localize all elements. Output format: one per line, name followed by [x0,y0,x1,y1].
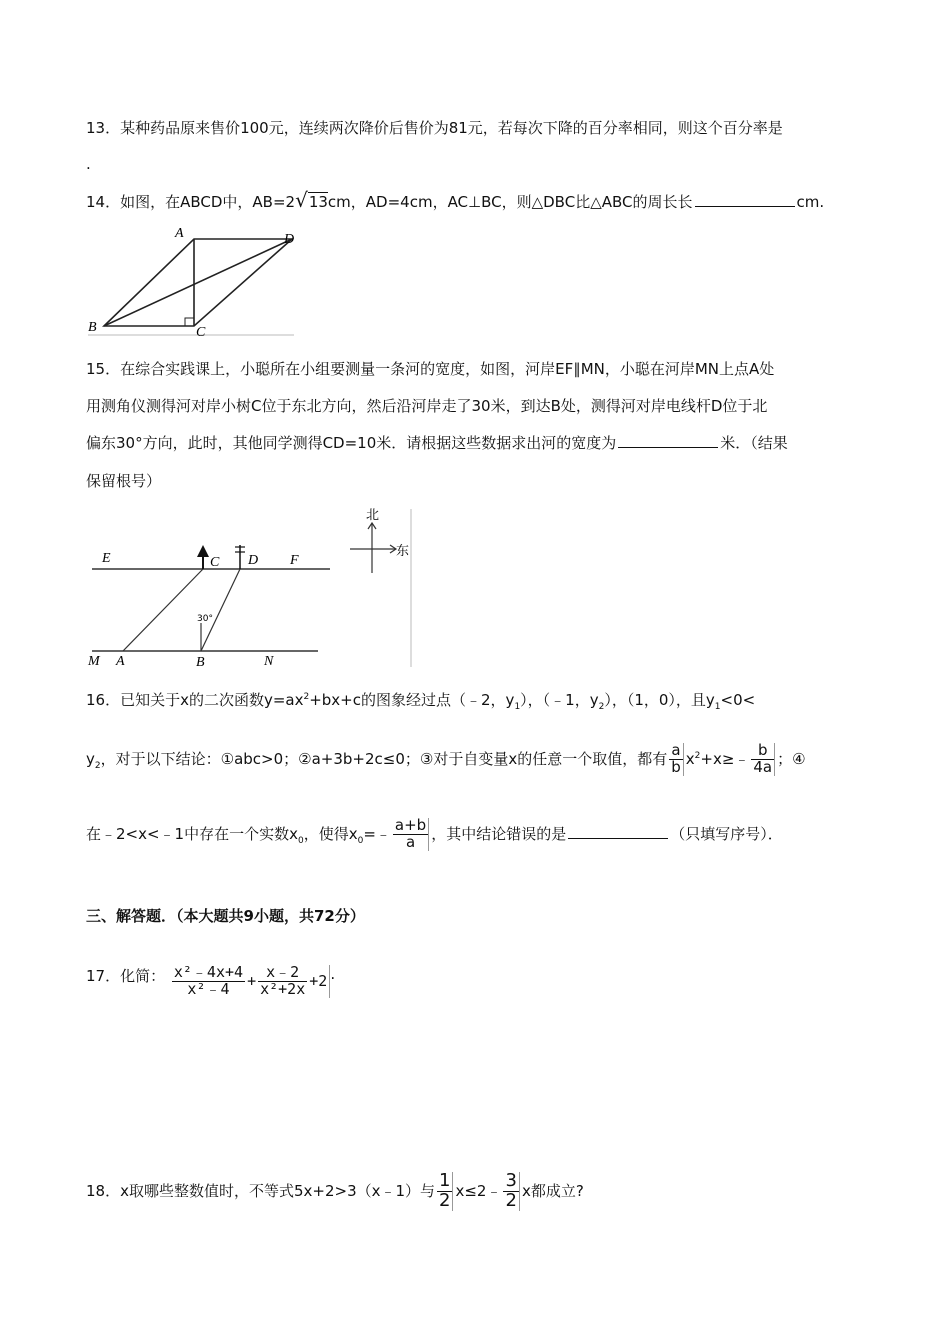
fraction-numerator: x²﹣4x+4 [173,963,244,981]
fraction-denominator: 2 [505,1189,517,1211]
right-angle-mark [185,318,194,326]
q14-text [86,188,824,212]
q18-line [86,1172,584,1211]
label-n: N [264,654,274,669]
q17-plus: + [247,971,257,990]
section-heading: 三、解答题．（本大题共9小题，共72分） [86,907,365,925]
q18-prefix: 18．x取哪些整数值时，不等式5x+2>3（x﹣1）与 [86,1181,436,1200]
q16-text: ，其中结论错误的是 [431,824,567,843]
fraction-denominator: b [671,757,681,776]
q14-prefix: 14．如图，在ABCD中，AB=2 [86,193,296,211]
fraction-numerator: x﹣2 [258,965,307,982]
fraction-denominator: 4a [753,757,773,776]
q15-line3-suffix: 米．（结果 [720,434,788,452]
segment-bd [201,569,240,651]
q15-line1: 15．在综合实践课上，小聪所在小组要测量一条河的宽度，如图，河岸EF∥MN，小聪在河岸MN上点A处 [86,360,775,378]
q16-sub: 1 [514,702,521,712]
label-east: 东 [396,544,410,559]
fraction-numerator: a+b [394,816,427,834]
q15-figure [86,505,416,670]
fraction-numerator: a [669,743,683,760]
fraction-numerator: 1 [439,1170,451,1191]
q17-line [86,965,335,998]
fraction-denominator: x²+2x [260,979,306,998]
label-d: D [248,553,259,568]
fraction-denominator: x²﹣4 [187,979,230,998]
q16-text: ；④ [777,749,806,768]
q16-text: <0< [720,691,756,709]
fraction-b-over-4a [751,743,775,776]
fraction-a-over-b [669,743,684,776]
q18-mid: x≤2﹣ [455,1181,502,1200]
q16-sub: 2 [598,702,605,712]
q16-line2 [86,743,806,776]
q16-text: （只填写序号）． [670,824,783,843]
q15-answer-blank[interactable] [618,445,718,448]
q17-expression [170,965,330,998]
label-e: E [102,551,111,566]
fraction-1-over-2 [437,1172,453,1211]
q15-line2: 用测角仪测得河对岸小树C位于东北方向，然后沿河岸走了30米，到达B处，测得河对岸电线杆D位于北 [86,397,768,415]
segment-ac [123,569,203,651]
q16-text: +bx+c的图象经过点（﹣2，y [309,691,515,709]
q17-tail: +2 [309,971,328,990]
q16-line3 [86,818,783,851]
q16-line1 [86,689,755,712]
q16-text: +x≥﹣ [700,749,750,768]
q16-sub: 0 [357,835,364,846]
q13-line2: . [86,155,91,173]
q14-figure [86,225,298,340]
fraction-numerator: b [751,743,774,760]
q16-sup: 2 [694,750,701,761]
fraction-denominator: a [405,832,416,851]
sqrt-icon: √ [295,188,308,212]
q16-text: ），（﹣1，y [520,691,599,709]
q16-text: ，对于以下结论：①abc>0；②a+3b+2c≤0；③对于自变量x的任意一个取值，都有 [100,749,668,768]
q15-line3 [86,432,788,453]
label-a: A [175,226,184,241]
diagonal-bd [104,239,292,326]
q16-text: 在﹣2<x<﹣1中存在一个实数x [86,824,298,843]
q16-answer-blank[interactable] [568,836,668,839]
q16-text: ，使得x [303,824,358,843]
q16-text: ），（1，0），且y [604,691,715,709]
q14-suffix: cm. [796,193,825,211]
q16-text: =﹣ [363,824,391,843]
fraction-a-plus-b-over-a [393,818,429,851]
q15-line3-prefix: 偏东30°方向，此时，其他同学测得CD=10米．请根据这些数据求出河的宽度为 [86,434,617,452]
label-c: C [196,325,206,340]
q14-answer-blank[interactable] [695,204,795,207]
q16-text: x [685,749,695,768]
label-north: 北 [366,508,380,523]
label-a: A [116,654,125,669]
q16-text: 16．已知关于x的二次函数y=ax [86,691,304,709]
label-c: C [210,555,220,570]
q14-middle: cm，AD=4cm，AC⊥BC，则△DBC比△ABC的周长长 [327,193,693,211]
fraction-denominator: 2 [439,1189,451,1211]
q16-sub: 2 [94,760,101,771]
q17-fraction-2 [258,965,307,998]
label-b: B [88,320,97,335]
q16-sub: 1 [714,702,721,712]
fraction-numerator: 3 [505,1170,517,1191]
q14-sqrt-value: 13 [308,193,328,211]
q16-sup: 2 [303,692,310,702]
q17-fraction-1 [172,965,245,998]
label-d: D [284,232,295,247]
label-f: F [290,553,299,568]
q18-suffix: 都成立? [530,1181,584,1200]
fraction-3-over-2 [503,1172,519,1211]
q17-dot: . [330,965,336,983]
label-b: B [196,655,205,670]
q15-line4: 保留根号） [86,472,162,490]
q16-sub: 0 [297,835,304,846]
label-m: M [88,654,100,669]
q18-x: x [521,1181,531,1200]
tree-icon [197,545,209,557]
q16-text: y [86,749,95,768]
q13-line1: 13．某种药品原来售价100元，连续两次降价后售价为81元，若每次下降的百分率相同，则这个百分率是 [86,119,783,137]
q17-prefix: 17．化简： [86,967,166,985]
label-angle: 30° [197,614,213,624]
